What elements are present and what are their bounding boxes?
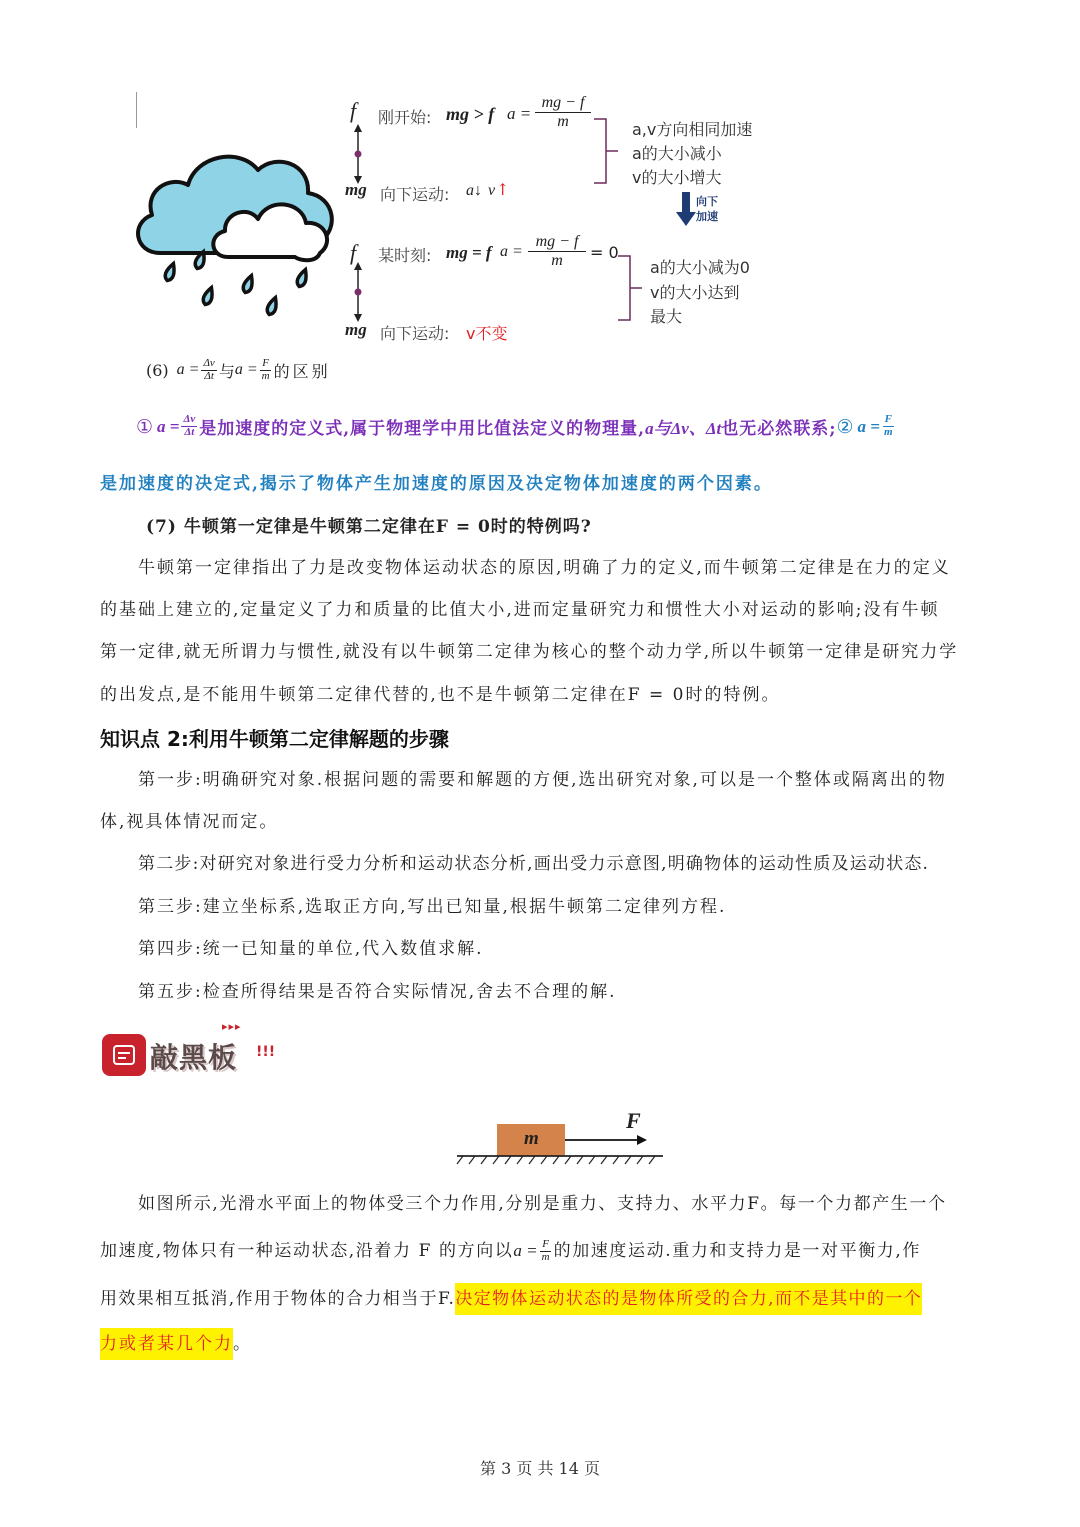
top-mg-label: mg bbox=[345, 180, 367, 199]
final-den: m bbox=[541, 1250, 550, 1263]
bottom-motion-v: v不变 bbox=[466, 324, 508, 343]
section6-prefix: (6) bbox=[146, 360, 169, 380]
section6-title bbox=[146, 358, 331, 382]
keypoint-circle-2: ② bbox=[836, 415, 854, 438]
bottom-bracket bbox=[616, 254, 646, 324]
bottom-a-eq: a = bbox=[500, 243, 523, 260]
keypoint-text-2: 也无必然联系; bbox=[721, 419, 837, 439]
bottom-bracket-line-3: 最大 bbox=[650, 307, 683, 326]
blackboard-arrows: ▸▸▸ bbox=[222, 1020, 242, 1033]
final-line-2-post: 的加速度运动.重力和支持力是一对平衡力,作 bbox=[553, 1241, 922, 1261]
knowledge2-step-1-cont: 体,视具体情况而定。 bbox=[100, 812, 279, 832]
bottom-fraction-num: mg − f bbox=[528, 233, 586, 252]
page-number: 第 3 页 共 14 页 bbox=[480, 1459, 600, 1478]
section6-fraction-2 bbox=[260, 358, 272, 382]
section6-num1: Δv bbox=[203, 357, 215, 369]
section7-title: (7) 牛顿第一定律是牛顿第二定律在F = 0时的特例吗? bbox=[146, 517, 592, 537]
knowledge2-step-4: 第四步:统一已知量的单位,代入数值求解. bbox=[138, 939, 484, 959]
top-f-label: f bbox=[350, 98, 357, 123]
top-fraction-den: m bbox=[557, 113, 569, 130]
top-a-eq: a = bbox=[507, 104, 532, 123]
keypoint-num1: Δv bbox=[183, 413, 196, 426]
down-arrow-text-1: 向下 bbox=[696, 195, 718, 208]
top-condition: mg > f bbox=[446, 104, 495, 124]
final-line-2-pre: 加速度,物体只有一种运动状态,沿着力 F 的方向以 bbox=[100, 1241, 514, 1261]
final-num: F bbox=[542, 1237, 549, 1250]
bottom-mg-label: mg bbox=[345, 320, 367, 339]
top-motion-label: 向下运动: bbox=[380, 185, 450, 204]
section6-num2: F bbox=[262, 357, 269, 369]
keypoint-text-1: 是加速度的定义式,属于物理学中用比值法定义的物理量, bbox=[199, 419, 646, 439]
section6-a-eq: a = bbox=[176, 361, 200, 379]
knowledge2-step-2: 第二步:对研究对象进行受力分析和运动状态分析,画出受力示意图,明确物体的运动性质及运动状态. bbox=[138, 854, 930, 874]
bottom-eq-zero: = 0 bbox=[590, 243, 619, 262]
bottom-motion-label: 向下运动: bbox=[380, 324, 450, 343]
bottom-condition: mg = f bbox=[446, 243, 492, 262]
section6-fraction-1 bbox=[201, 358, 216, 382]
section7-line-1: 牛顿第一定律指出了力是改变物体运动状态的原因,明确了力的定义,而牛顿第二定律是在力的定义 bbox=[138, 558, 951, 578]
top-motion-a: a↓ bbox=[466, 182, 482, 199]
section7-line-3: 第一定律,就无所谓力与惯性,就没有以牛顿第二定律为核心的整个动力学,所以牛顿第一定律是研究力学 bbox=[100, 642, 959, 662]
bottom-bracket-line-1: a的大小减为0 bbox=[650, 258, 750, 277]
knowledge2-step-3: 第三步:建立坐标系,选取正方向,写出已知量,根据牛顿第二定律列方程. bbox=[138, 897, 727, 917]
bottom-force-arrows bbox=[348, 262, 368, 322]
final-line-4-end: 。 bbox=[233, 1334, 252, 1354]
keypoint-fraction-2 bbox=[882, 414, 895, 438]
top-motion-v: v bbox=[488, 182, 496, 199]
margin-rule bbox=[136, 92, 137, 128]
section6-a-eq2: a = bbox=[234, 361, 258, 379]
keypoint-line-1 bbox=[136, 414, 897, 439]
section6-den1: Δt bbox=[204, 369, 214, 382]
force-label: F bbox=[626, 1108, 641, 1133]
keypoint-line-2: 是加速度的决定式,揭示了物体产生加速度的原因及决定物体加速度的两个因素。 bbox=[100, 474, 773, 494]
top-fraction bbox=[535, 94, 591, 131]
section7-line-2: 的基础上建立的,定量定义了力和质量的比值大小,进而定量研究力和惯性大小对运动的影响;没有牛顿 bbox=[100, 600, 940, 620]
final-line-1: 如图所示,光滑水平面上的物体受三个力作用,分别是重力、支持力、水平力F。每一个力都产生一个 bbox=[138, 1194, 947, 1214]
section7-line-4: 的出发点,是不能用牛顿第二定律代替的,也不是牛顿第二定律在F = 0时的特例。 bbox=[100, 685, 781, 705]
top-bracket bbox=[592, 117, 622, 187]
bottom-moment-label: 某时刻: bbox=[378, 246, 432, 265]
keypoint-den1: Δt bbox=[184, 426, 195, 438]
knowledge2-heading: 知识点 2:利用牛顿第二定律解题的步骤 bbox=[100, 727, 449, 751]
final-line-3-highlight: 决定物体运动状态的是物体所受的合力,而不是其中的一个 bbox=[455, 1283, 922, 1315]
keypoint-a-eq2: a = bbox=[857, 416, 880, 436]
section6-suffix: 的区别 bbox=[273, 361, 331, 381]
top-bracket-line-2: a的大小减小 bbox=[632, 144, 722, 163]
knowledge2-step-5: 第五步:检查所得结果是否符合实际情况,舍去不合理的解. bbox=[138, 982, 617, 1002]
knowledge2-step-1: 第一步:明确研究对象.根据问题的需要和解题的方便,选出研究对象,可以是一个整体或隔离出的物 bbox=[138, 770, 947, 790]
section6-den2: m bbox=[261, 369, 270, 382]
ground-hatch bbox=[457, 1156, 655, 1164]
final-line-3-pre: 用效果相互抵消,作用于物体的合力相当于F. bbox=[100, 1289, 456, 1309]
keypoint-den2: m bbox=[883, 426, 893, 438]
section6-and: 与 bbox=[218, 361, 235, 381]
keypoint-fraction-1 bbox=[181, 414, 197, 438]
clipboard-icon bbox=[112, 1044, 136, 1066]
keypoint-circle-1: ① bbox=[136, 415, 154, 438]
final-line-3 bbox=[100, 1286, 922, 1312]
down-arrow-icon bbox=[676, 192, 696, 228]
final-line-2 bbox=[100, 1238, 921, 1264]
final-a-eq: a = bbox=[513, 1241, 538, 1260]
keypoint-num2: F bbox=[884, 413, 892, 426]
bottom-f-label: f bbox=[350, 240, 357, 265]
top-force-arrows bbox=[348, 124, 368, 184]
raindrops bbox=[164, 250, 310, 316]
blackboard-badge bbox=[102, 1034, 146, 1076]
keypoint-bold-mid: a与Δv、Δt bbox=[645, 419, 722, 438]
rain-cloud-illustration bbox=[130, 135, 350, 330]
final-line-4-highlight: 力或者某几个力 bbox=[100, 1328, 233, 1360]
top-bracket-line-1: a,v方向相同加速 bbox=[632, 120, 753, 139]
final-fraction bbox=[540, 1239, 552, 1263]
bottom-bracket-line-2: v的大小达到 bbox=[650, 283, 740, 302]
top-fraction-num: mg − f bbox=[535, 94, 591, 113]
up-arrow-icon: ↑ bbox=[496, 180, 510, 199]
keypoint-a-eq: a = bbox=[157, 416, 180, 436]
top-bracket-line-3: v的大小增大 bbox=[632, 168, 722, 187]
top-start-label: 刚开始: bbox=[378, 108, 432, 127]
blackboard-label: 敲黑板 bbox=[150, 1041, 238, 1074]
bottom-fraction-den: m bbox=[551, 252, 563, 269]
blackboard-marks: !!! bbox=[256, 1044, 276, 1060]
down-arrow-text-2: 加速 bbox=[696, 210, 718, 223]
bottom-fraction bbox=[528, 233, 586, 270]
mass-label: m bbox=[524, 1128, 539, 1149]
final-line-4 bbox=[100, 1331, 252, 1357]
